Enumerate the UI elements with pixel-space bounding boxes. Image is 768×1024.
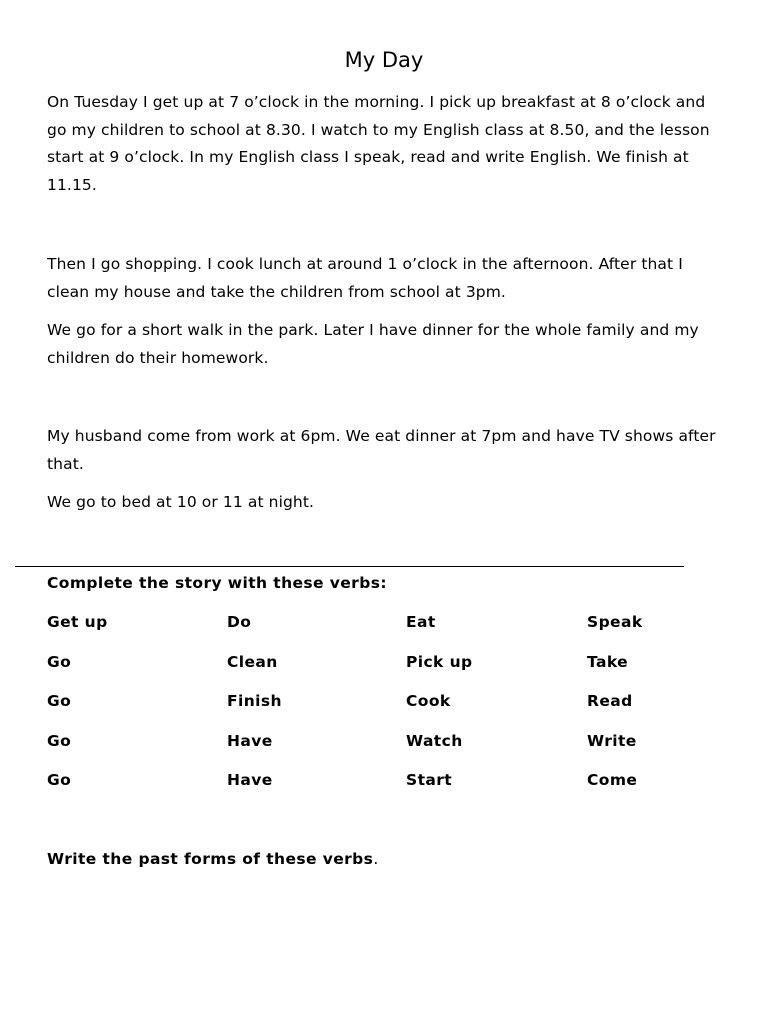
story-paragraph-4: My husband come from work at 6pm. We eat dinner at 7pm and have TV shows after that. — [47, 427, 716, 473]
story-paragraph-1: On Tuesday I get up at 7 o’clock in the morning. I pick up breakfast at 8 o’clock and go my children to school at 8.30. I watch to my English class at 8.50, and the lesson start at 9 o’clock. In my English class I speak, read and write English. We finish at 11.15. — [47, 93, 710, 194]
verb-row — [47, 768, 727, 808]
verb-cell: Pick up — [406, 652, 473, 671]
verb-cell: Go — [47, 652, 72, 671]
verb-row — [47, 689, 727, 729]
verb-cell: Read — [587, 692, 633, 710]
verb-cell: Take — [587, 652, 629, 671]
verb-cell: Clean — [227, 652, 278, 671]
verb-cell: Speak — [587, 613, 643, 631]
story-paragraph-2: Then I go shopping. I cook lunch at around 1 o’clock in the afternoon. After that I clean my house and take the children from school at 3pm. — [47, 255, 683, 301]
divider-line-left — [15, 566, 347, 567]
exercise-heading: Complete the story with these verbs: — [47, 574, 387, 592]
verb-cell: Have — [227, 771, 273, 789]
divider-line-right — [347, 566, 684, 567]
verb-cell: Go — [47, 692, 72, 710]
verb-cell: Watch — [406, 731, 463, 750]
verb-cell: Go — [47, 731, 72, 750]
verb-cell: Do — [227, 613, 252, 631]
verb-row — [47, 610, 727, 650]
past-forms-heading-period: . — [373, 850, 379, 868]
verb-row — [47, 729, 727, 769]
past-forms-heading-text: Write the past forms of these verbs — [47, 850, 374, 868]
verb-cell: Come — [587, 771, 638, 789]
verb-row — [47, 650, 727, 690]
page-title: My Day — [344, 48, 424, 72]
verb-cell: Finish — [227, 692, 282, 710]
verb-cell: Eat — [406, 613, 436, 631]
past-forms-heading — [47, 847, 379, 871]
verb-cell: Write — [587, 731, 637, 750]
verb-cell: Get up — [47, 613, 108, 631]
story-paragraph-3: We go for a short walk in the park. Later I have dinner for the whole family and my children do their homework. — [47, 321, 699, 367]
verb-grid — [47, 610, 727, 808]
verb-cell: Go — [47, 771, 72, 789]
story-paragraph-5: We go to bed at 10 or 11 at night. — [47, 493, 315, 511]
verb-cell: Cook — [406, 692, 451, 710]
verb-cell: Have — [227, 731, 273, 750]
verb-cell: Start — [406, 771, 453, 789]
